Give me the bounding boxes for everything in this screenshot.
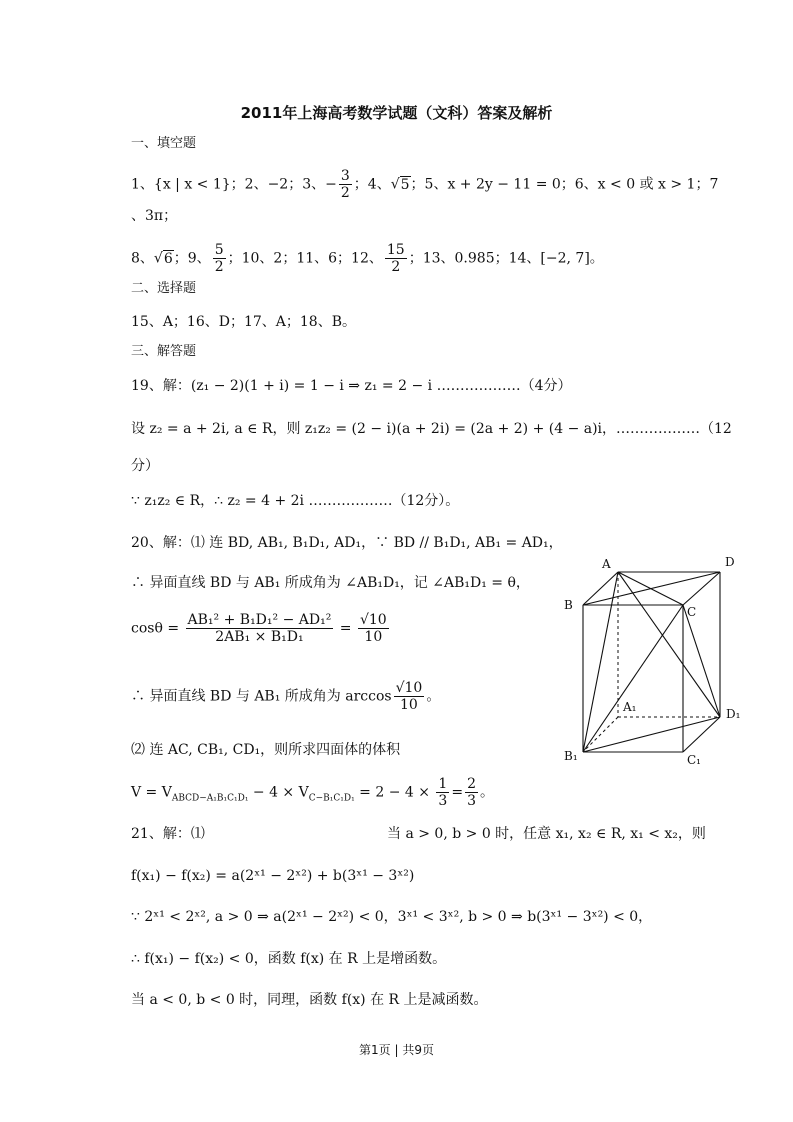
q21-line-4: ∴ f(x₁) − f(x₂) < 0，函数 f(x) 在 R 上是增函数。 <box>131 951 447 967</box>
formula-text: = <box>451 784 464 801</box>
q19-line-2: 设 z₂ = a + 2i, a ∈ R，则 z₁z₂ = (2 − i)(a + 2i) = (2a + 2) + (4 − a)i，………………（12 <box>131 421 732 437</box>
denominator: 2 <box>214 259 224 275</box>
formula-text: V = V <box>131 784 172 801</box>
label-C1: C₁ <box>687 753 701 767</box>
denominator: 2 <box>391 259 401 275</box>
fraction <box>465 776 478 809</box>
section-fill-blank: 一、填空题 <box>131 136 197 151</box>
numerator: √10 <box>395 680 423 696</box>
fill-text: ；5、x + 2y − 11 = 0；6、x < 0 或 x > 1；7 <box>410 176 719 193</box>
q19-line-1: 19、解：(z₁ − 2)(1 + i) = 1 − i ⇒ z₁ = 2 − i ………………（4分） <box>131 378 572 394</box>
fill-text: 8、 <box>131 250 154 267</box>
section-solution: 三、解答题 <box>131 344 197 359</box>
subscript: ABCD−A₁B₁C₁D₁ <box>171 793 249 804</box>
denominator: 3 <box>467 793 476 809</box>
page-footer: 第1页 | 共9页 <box>359 1043 434 1057</box>
fill-answers-line-2: 、3π； <box>131 208 178 224</box>
formula-text: ∴ 异面直线 BD 与 AB₁ 所成角为 arccos <box>131 688 392 705</box>
fraction <box>385 242 407 275</box>
page-title: 2011年上海高考数学试题（文科）答案及解析 <box>240 104 553 122</box>
q20-line-2: ∴ 异面直线 BD 与 AB₁ 所成角为 ∠AB₁D₁，记 ∠AB₁D₁ = θ， <box>131 575 530 591</box>
q21-line-5: 当 a < 0, b < 0 时，同理，函数 f(x) 在 R 上是减函数。 <box>131 992 488 1008</box>
fraction <box>213 242 226 275</box>
formula-text: cosθ = <box>131 620 180 637</box>
numerator: 2 <box>467 776 476 792</box>
q21-line-2: f(x₁) − f(x₂) = a(2ˣ¹ − 2ˣ²) + b(3ˣ¹ − 3ˣ²) <box>131 868 415 884</box>
label-C: C <box>687 605 697 619</box>
q20-line-5: ⑵ 连 AC, CB₁, CD₁，则所求四面体的体积 <box>131 742 401 758</box>
numerator: 3 <box>340 168 350 184</box>
line-CD1 <box>683 605 720 717</box>
q19-line-3: 分） <box>131 458 159 474</box>
q19-line-4: ∵ z₁z₂ ∈ R，∴ z₂ = 4 + 2i ………………（12分）。 <box>131 493 460 509</box>
numerator: AB₁² + B₁D₁² − AD₁² <box>187 612 332 628</box>
formula-text: = 2 − 4 × <box>359 784 430 801</box>
q21-line-3: ∵ 2ˣ¹ < 2ˣ², a > 0 ⇒ a(2ˣ¹ − 2ˣ²) < 0，3ˣ¹ < 3ˣ², b > 0 ⇒ b(3ˣ¹ − 3ˣ²) < 0， <box>131 909 653 925</box>
denominator: 3 <box>438 793 448 809</box>
label-A1: A₁ <box>623 700 637 714</box>
denominator: 10 <box>400 697 418 713</box>
q21-line-1-right: 当 a > 0, b > 0 时，任意 x₁, x₂ ∈ R, x₁ < x₂，则 <box>387 826 706 842</box>
q20-volume-formula <box>131 776 494 809</box>
numerator: 1 <box>438 776 448 792</box>
denominator: 2 <box>340 185 350 201</box>
formula-text: − 4 × V <box>252 784 309 801</box>
subscript: C−B₁C₁D₁ <box>308 793 355 804</box>
fraction <box>358 612 389 645</box>
q20-cos-formula <box>131 612 391 645</box>
fill-answers-line-1: 1、{x | x < 1}；2、−2；3、− $\frac{3}{2}$ ；4、√5；5、x + 2y − 11 = 0；6、x < 0 或 x > 1；7 <box>131 168 719 201</box>
label-D: D <box>725 555 735 569</box>
label-B: B <box>564 598 573 612</box>
numerator: 5 <box>214 242 224 258</box>
fraction <box>436 776 449 809</box>
fraction <box>339 168 352 201</box>
q20-line-1: 20、解：⑴ 连 BD, AB₁, B₁D₁, AD₁，∵ BD // B₁D₁, AB₁ = AD₁， <box>131 535 563 551</box>
line-AD1 <box>618 572 720 717</box>
q21-line-1-left: 21、解：⑴ <box>131 826 205 842</box>
choice-answers: 15、A；16、D；17、A；18、B。 <box>131 314 356 330</box>
fill-text: ；13、0.985；14、[−2, 7]。 <box>408 250 604 267</box>
fraction <box>186 612 334 645</box>
cuboid-figure <box>558 552 768 767</box>
numerator: 15 <box>386 242 405 258</box>
denominator: 10 <box>364 629 383 645</box>
q20-line-4 <box>131 680 440 713</box>
fill-text: ；9、 <box>173 250 211 267</box>
formula-text: 。 <box>426 688 441 705</box>
sqrt-value: 5 <box>400 176 410 193</box>
formula-text: = <box>339 620 352 637</box>
label-A: A <box>602 557 611 571</box>
diagonal-AC <box>618 572 683 605</box>
fill-text: 1、{x | x < 1}；2、−2；3、− <box>131 176 337 193</box>
formula-text: 。 <box>480 784 494 801</box>
line-AB1 <box>583 572 618 752</box>
denominator: 2AB₁ × B₁D₁ <box>215 629 304 645</box>
label-B1: B₁ <box>564 749 578 763</box>
section-choice: 二、选择题 <box>131 281 197 296</box>
sqrt-value: 6 <box>163 250 173 267</box>
fraction <box>394 680 425 713</box>
fill-text: ；10、2；11、6；12、 <box>227 250 383 267</box>
label-D1: D₁ <box>726 707 741 721</box>
numerator: √10 <box>359 612 387 628</box>
fill-answers-line-3: 8、√6；9、 $\frac{5}{2}$ ；10、2；11、6；12、 $\frac{15}{2}$ ；13、0.985；14、[−2, 7]。 <box>131 242 604 275</box>
fill-text: ；4、 <box>353 176 391 193</box>
